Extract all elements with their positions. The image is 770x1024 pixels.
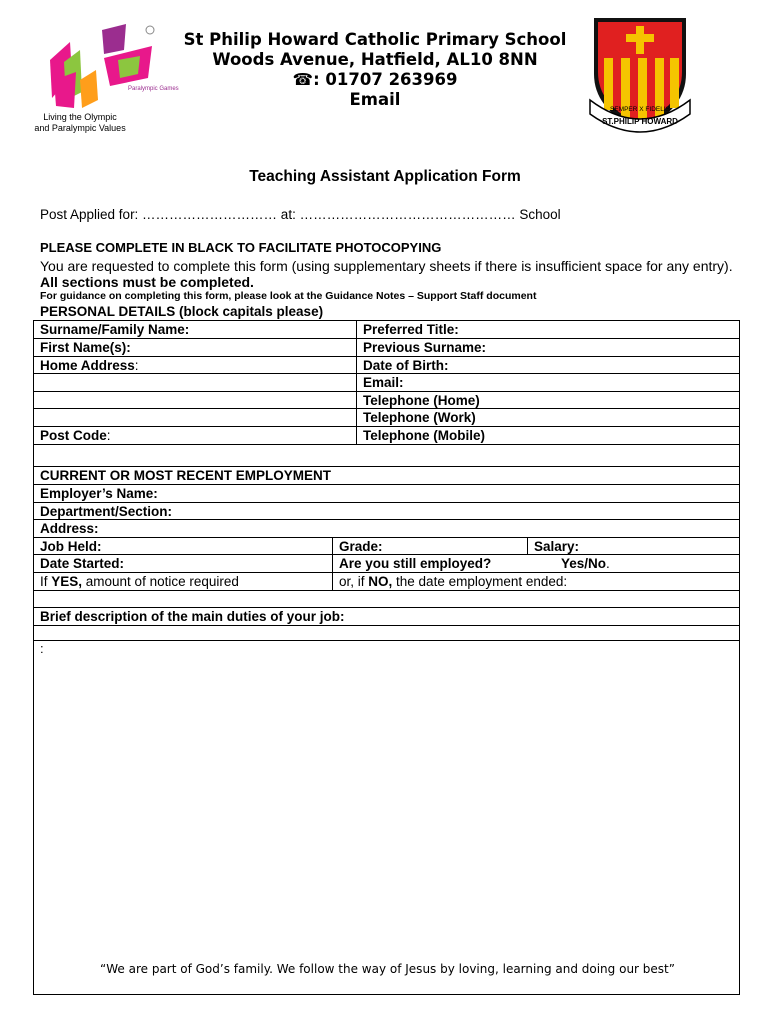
spacer-row-3 [34, 626, 739, 641]
form-title: Teaching Assistant Application Form [249, 168, 521, 185]
tel-home-field[interactable]: Telephone (Home) [356, 392, 739, 408]
school-header [180, 30, 570, 142]
instructions [40, 258, 740, 290]
if-no-prefix: or, if [339, 574, 369, 589]
school-name: St Philip Howard Catholic Primary School [183, 30, 567, 49]
row-employment-heading [34, 467, 739, 485]
still-employed-label: Are you still employed? [339, 556, 492, 571]
dob-field[interactable]: Date of Birth: [356, 357, 739, 373]
row-notice [34, 573, 739, 591]
if-yes-prefix: If [40, 574, 52, 589]
employer-field[interactable]: Employer’s Name: [40, 486, 158, 501]
yes-no-option[interactable]: Yes/No [561, 556, 607, 571]
school-crest [588, 14, 692, 140]
surname-field[interactable]: Surname/Family Name: [40, 322, 190, 337]
previous-surname-field[interactable]: Previous Surname: [356, 339, 739, 356]
row-employer [34, 485, 739, 503]
department-field[interactable]: Department/Section: [40, 504, 173, 519]
row-job-held [34, 538, 739, 555]
post-applied-line: Post Applied for: ………………………… at: ………………………………………… School [40, 207, 561, 222]
grade-field[interactable]: Grade: [332, 538, 527, 554]
school-email-label: Email [349, 90, 401, 109]
row-department [34, 503, 739, 520]
job-held-field[interactable]: Job Held: [40, 539, 102, 554]
salary-field[interactable]: Salary: [527, 538, 739, 554]
home-address-label: Home Address [40, 358, 135, 373]
row-date-started [34, 555, 739, 573]
date-started-field[interactable]: Date Started: [40, 556, 125, 571]
row-address [34, 520, 739, 538]
school-motto-quote: “We are part of God’s family. We follow the way of Jesus by loving, learning and doing our best” [100, 962, 675, 976]
post-code-label: Post Code [40, 428, 107, 443]
if-no-bold: NO, [368, 574, 393, 589]
logo-caption-line1: Living the Olympic [43, 112, 117, 122]
still-employed-field[interactable]: Are you still employed? Yes/No. [332, 555, 739, 572]
row-duties-heading [34, 608, 739, 626]
school-address: Woods Avenue, Hatfield, AL10 8NN [212, 50, 538, 69]
spacer-row-2 [34, 591, 739, 608]
crest-school-name: ST.PHILIP HOWARD [602, 117, 678, 126]
row-tel-work [34, 409, 739, 427]
personal-details-heading: PERSONAL DETAILS (block capitals please) [40, 304, 324, 319]
date-ended-field[interactable] [332, 573, 739, 590]
home-address-field[interactable]: Home Address: [40, 358, 139, 373]
tel-work-field[interactable]: Telephone (Work) [356, 409, 739, 426]
row-first-names [34, 339, 739, 357]
instructions-text: You are requested to complete this form (using supplementary sheets if there is insufficient space for any entry). [40, 258, 733, 274]
school-phone: ☎: 01707 263969 [292, 70, 458, 89]
all-sections-notice: All sections must be completed. [40, 274, 254, 290]
row-tel-home [34, 392, 739, 409]
post-code-field[interactable]: Post Code: [40, 428, 111, 443]
olympic-values-logo [34, 20, 179, 140]
application-form-table [33, 320, 740, 995]
notice-field[interactable] [34, 573, 332, 590]
row-email [34, 374, 739, 392]
duties-text-area[interactable]: : [40, 641, 44, 656]
complete-black-notice: PLEASE COMPLETE IN BLACK TO FACILITATE PHOTOCOPYING [40, 240, 442, 255]
first-names-field[interactable]: First Name(s): [40, 340, 131, 355]
row-post-code [34, 427, 739, 445]
logo-caption-line2: and Paralympic Values [34, 123, 126, 133]
employer-address-field[interactable]: Address: [40, 521, 99, 536]
row-home-address [34, 357, 739, 374]
if-yes-text: amount of notice required [82, 574, 239, 589]
duties-heading: Brief description of the main duties of your job: [40, 609, 345, 624]
preferred-title-field[interactable]: Preferred Title: [356, 321, 739, 338]
address-line-4[interactable] [34, 409, 356, 426]
if-yes-bold: YES, [51, 574, 83, 589]
email-field[interactable]: Email: [356, 374, 739, 391]
crest-motto: SEMPER X FIDELIS [610, 106, 670, 113]
tel-mobile-field[interactable]: Telephone (Mobile) [356, 427, 739, 444]
if-no-text: the date employment ended: [392, 574, 568, 589]
spacer-row [34, 445, 739, 467]
address-line-2[interactable] [34, 374, 356, 391]
employment-heading: CURRENT OR MOST RECENT EMPLOYMENT [40, 468, 332, 483]
row-surname [34, 321, 739, 339]
address-line-3[interactable] [34, 392, 356, 408]
guidance-note: For guidance on completing this form, please look at the Guidance Notes – Support Staff document [40, 290, 537, 302]
paralympic-games-text: Paralympic Games [128, 86, 179, 92]
